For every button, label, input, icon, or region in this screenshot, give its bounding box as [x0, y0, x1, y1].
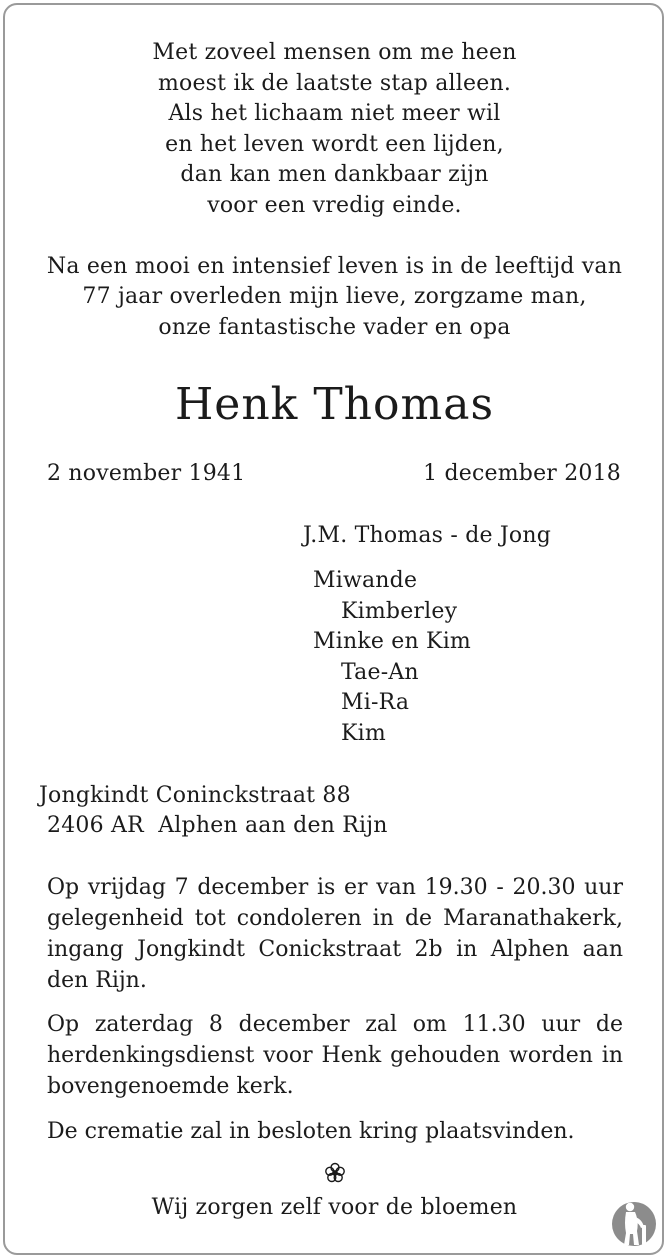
- family-member: Tae-An: [341, 660, 419, 685]
- closing-line: Wij zorgen zelf voor de bloemen: [151, 1195, 518, 1220]
- death-date: 1 december 2018: [423, 461, 621, 486]
- condolence-paragraph: Op vrijdag 7 december is er van 19.30 - 20.30 uur gelegenheid tot condoleren in de Maranathakerk, ingang Jongkindt Conickstraat 2b in Alphen aan den Rijn.: [47, 875, 623, 993]
- cremation-paragraph: De crematie zal in besloten kring plaatsvinden.: [47, 1119, 575, 1144]
- family-member: Kim: [341, 721, 386, 746]
- family-member: Miwande: [313, 568, 418, 593]
- spouse-name: J.M. Thomas - de Jong: [303, 523, 552, 548]
- family-member: Mi-Ra: [341, 690, 410, 715]
- intro-line: Na een mooi en intensief leven is in de leeftijd van: [46, 254, 623, 279]
- family-member: Minke en Kim: [313, 629, 471, 654]
- poem-line: Als het lichaam niet meer wil: [168, 101, 501, 126]
- poem-line: en het leven wordt een lijden,: [165, 132, 504, 157]
- poem-line: voor een vredig einde.: [207, 193, 462, 218]
- deceased-name: Henk Thomas: [174, 379, 495, 430]
- service-paragraph: Op zaterdag 8 december zal om 11.30 uur de herdenkingsdienst voor Henk gehouden worden in bovengenoemde kerk.: [47, 1012, 623, 1099]
- address-city: 2406 AR Alphen aan den Rijn: [47, 813, 388, 838]
- flower-icon: [323, 1161, 347, 1185]
- poem-line: dan kan men dankbaar zijn: [180, 162, 489, 187]
- birth-date: 2 november 1941: [47, 461, 246, 486]
- intro-line: onze fantastische vader en opa: [158, 315, 511, 340]
- poem-line: moest ik de laatste stap alleen.: [157, 71, 512, 96]
- address-street: Jongkindt Coninckstraat 88: [39, 783, 351, 808]
- mourning-figure-logo-icon: [611, 1197, 657, 1247]
- poem-line: Met zoveel mensen om me heen: [152, 40, 517, 65]
- family-member: Kimberley: [341, 599, 458, 624]
- intro-line: 77 jaar overleden mijn lieve, zorgzame man,: [82, 284, 587, 309]
